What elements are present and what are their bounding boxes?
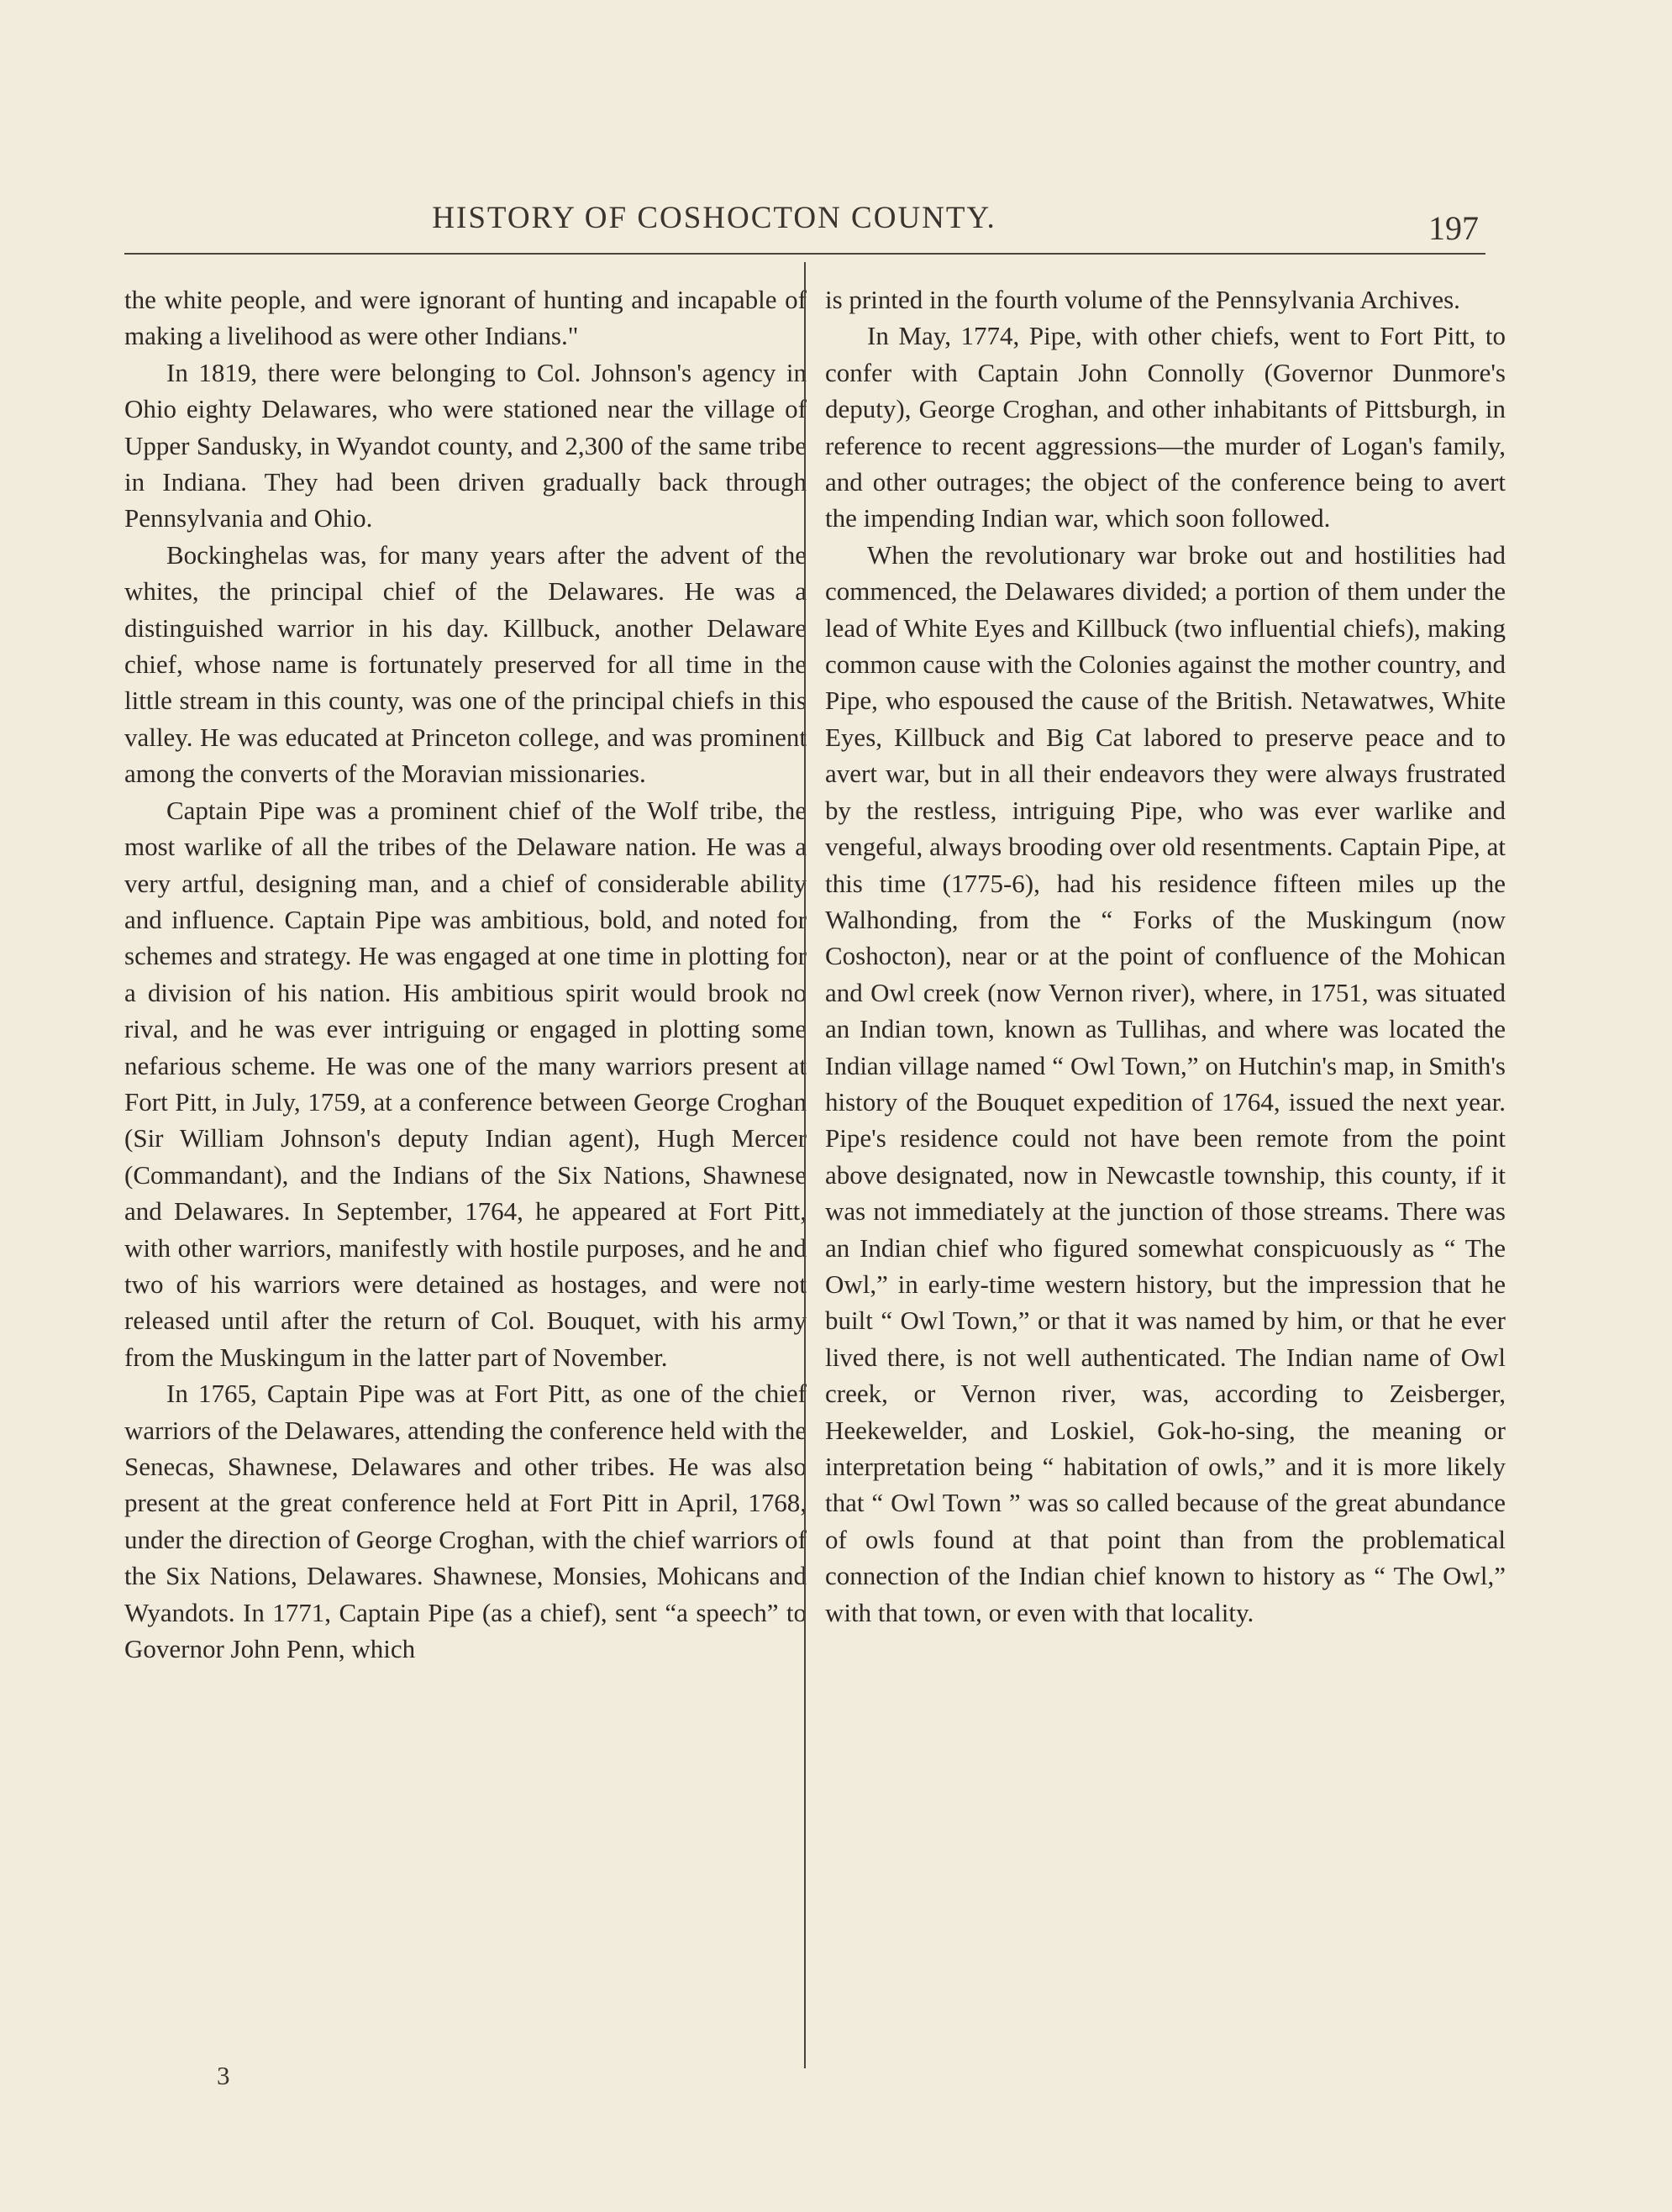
paragraph: In May, 1774, Pipe, with other chiefs, went to Fort Pitt, to confer with Captain John Connolly (Governor Dunmore's deputy), George Croghan, and other inhabitants of Pittsburgh, in reference to recent aggressions—the murder of Logan's family, and other outrages; the object of the conference being to avert the impending Indian war, which soon followed.: [825, 321, 1506, 533]
column-divider: [804, 262, 806, 2068]
right-column: [825, 281, 1506, 1631]
paragraph: In 1819, there were belonging to Col. Johnson's agency in Ohio eighty Delawares, who were stationed near the village of Upper Sandusky, in Wyandot county, and 2,300 of the same tribe in Indiana. They had been driven gradually back through Pennsylvania and Ohio.: [124, 357, 807, 533]
page-number: 197: [1428, 209, 1479, 247]
signature-mark: 3: [217, 2061, 230, 2090]
header-rule: [124, 253, 1485, 255]
paragraph: Captain Pipe was a prominent chief of the Wolf tribe, the most warlike of all the tribes of the Delaware nation. He was a very artful, designing man, and a chief of considerable ability and influence. Captain Pipe was ambitious, bold, and noted for schemes and strategy. He was engaged at one time in plotting for a division of his nation. His ambitious spirit would brook no rival, and he was ever intriguing or engaged in plotting some nefarious scheme. He was one of the many warriors present at Fort Pitt, in July, 1759, at a conference between George Croghan (Sir William Johnson's deputy Indian agent), Hugh Mercer (Commandant), and the Indians of the Six Nations, Shawnese and Delawares. In September, 1764, he appeared at Fort Pitt, with other warriors, manifestly with hostile purposes, and he and two of his warriors were detained as hostages, and were not released until after the return of Col. Bouquet, with his army from the Muskingum in the latter part of November.: [124, 795, 807, 1372]
paragraph: is printed in the fourth volume of the Pennsylvania Archives.: [825, 285, 1460, 314]
running-title: HISTORY OF COSHOCTON COUNTY.: [432, 201, 996, 235]
paragraph: When the revolutionary war broke out and hostilities had commenced, the Delawares divided; a portion of them under the lead of White Eyes and Killbuck (two influential chiefs), making common cause with the Colonies against the mother country, and Pipe, who espoused the cause of the British. Netawatwes, White Eyes, Killbuck and Big Cat labored to preserve peace and to avert war, but in all their endeavors they were always frustrated by the restless, intriguing Pipe, who was ever warlike and vengeful, always brooding over old resentments. Captain Pipe, at this time (1775-6), had his residence fifteen miles up the Walhonding, from the “ Forks of the Muskingum (now Coshocton), near or at the point of confluence of the Mohican and Owl creek (now Vernon river), where, in 1751, was situated an Indian town, known as Tullihas, and where was located the Indian village named “ Owl Town,” on Hutchin's map, in Smith's history of the Bouquet expedition of 1764, issued the next year. Pipe's residence could not have been remote from the point above designated, now in Newcastle township, this county, if it was not immediately at the junction of those streams. There was an Indian chief who figured somewhat conspicuously as “ The Owl,” in early-time western history, but the impression that he built “ Owl Town,” or that it was named by him, or that he ever lived there, is not well authenticated. The Indian name of Owl creek, or Vernon river, was, according to Zeisberger, Heekewelder, and Loskiel, Gok-ho-sing, the meaning or interpretation being “ habitation of owls,” and it is more likely that “ Owl Town ” was so called because of the great abundance of owls found at that point than from the problematical connection of the Indian chief known to history as “ The Owl,” with that town, or even with that locality.: [825, 539, 1506, 1627]
left-column: [124, 281, 807, 1667]
paragraph: the white people, and were ignorant of hunting and incapable of making a livelihood as were other Indians.": [124, 285, 807, 351]
paragraph: In 1765, Captain Pipe was at Fort Pitt, as one of the chief warriors of the Delawares, attending the conference held with the Senecas, Shawnese, Delawares and other tribes. He was also present at the great conference held at Fort Pitt in April, 1768, under the direction of George Croghan, with the chief warriors of the Six Nations, Delawares. Shawnese, Monsies, Mohicans and Wyandots. In 1771, Captain Pipe (as a chief), sent “a speech” to Governor John Penn, which: [124, 1379, 807, 1664]
paragraph: Bockinghelas was, for many years after the advent of the whites, the principal chief of the Delawares. He was a distinguished warrior in his day. Killbuck, another Delaware chief, whose name is fortunately preserved for all time in the little stream in this county, was one of the principal chiefs in this valley. He was educated at Princeton college, and was prominent among the converts of the Moravian missionaries.: [124, 539, 807, 789]
